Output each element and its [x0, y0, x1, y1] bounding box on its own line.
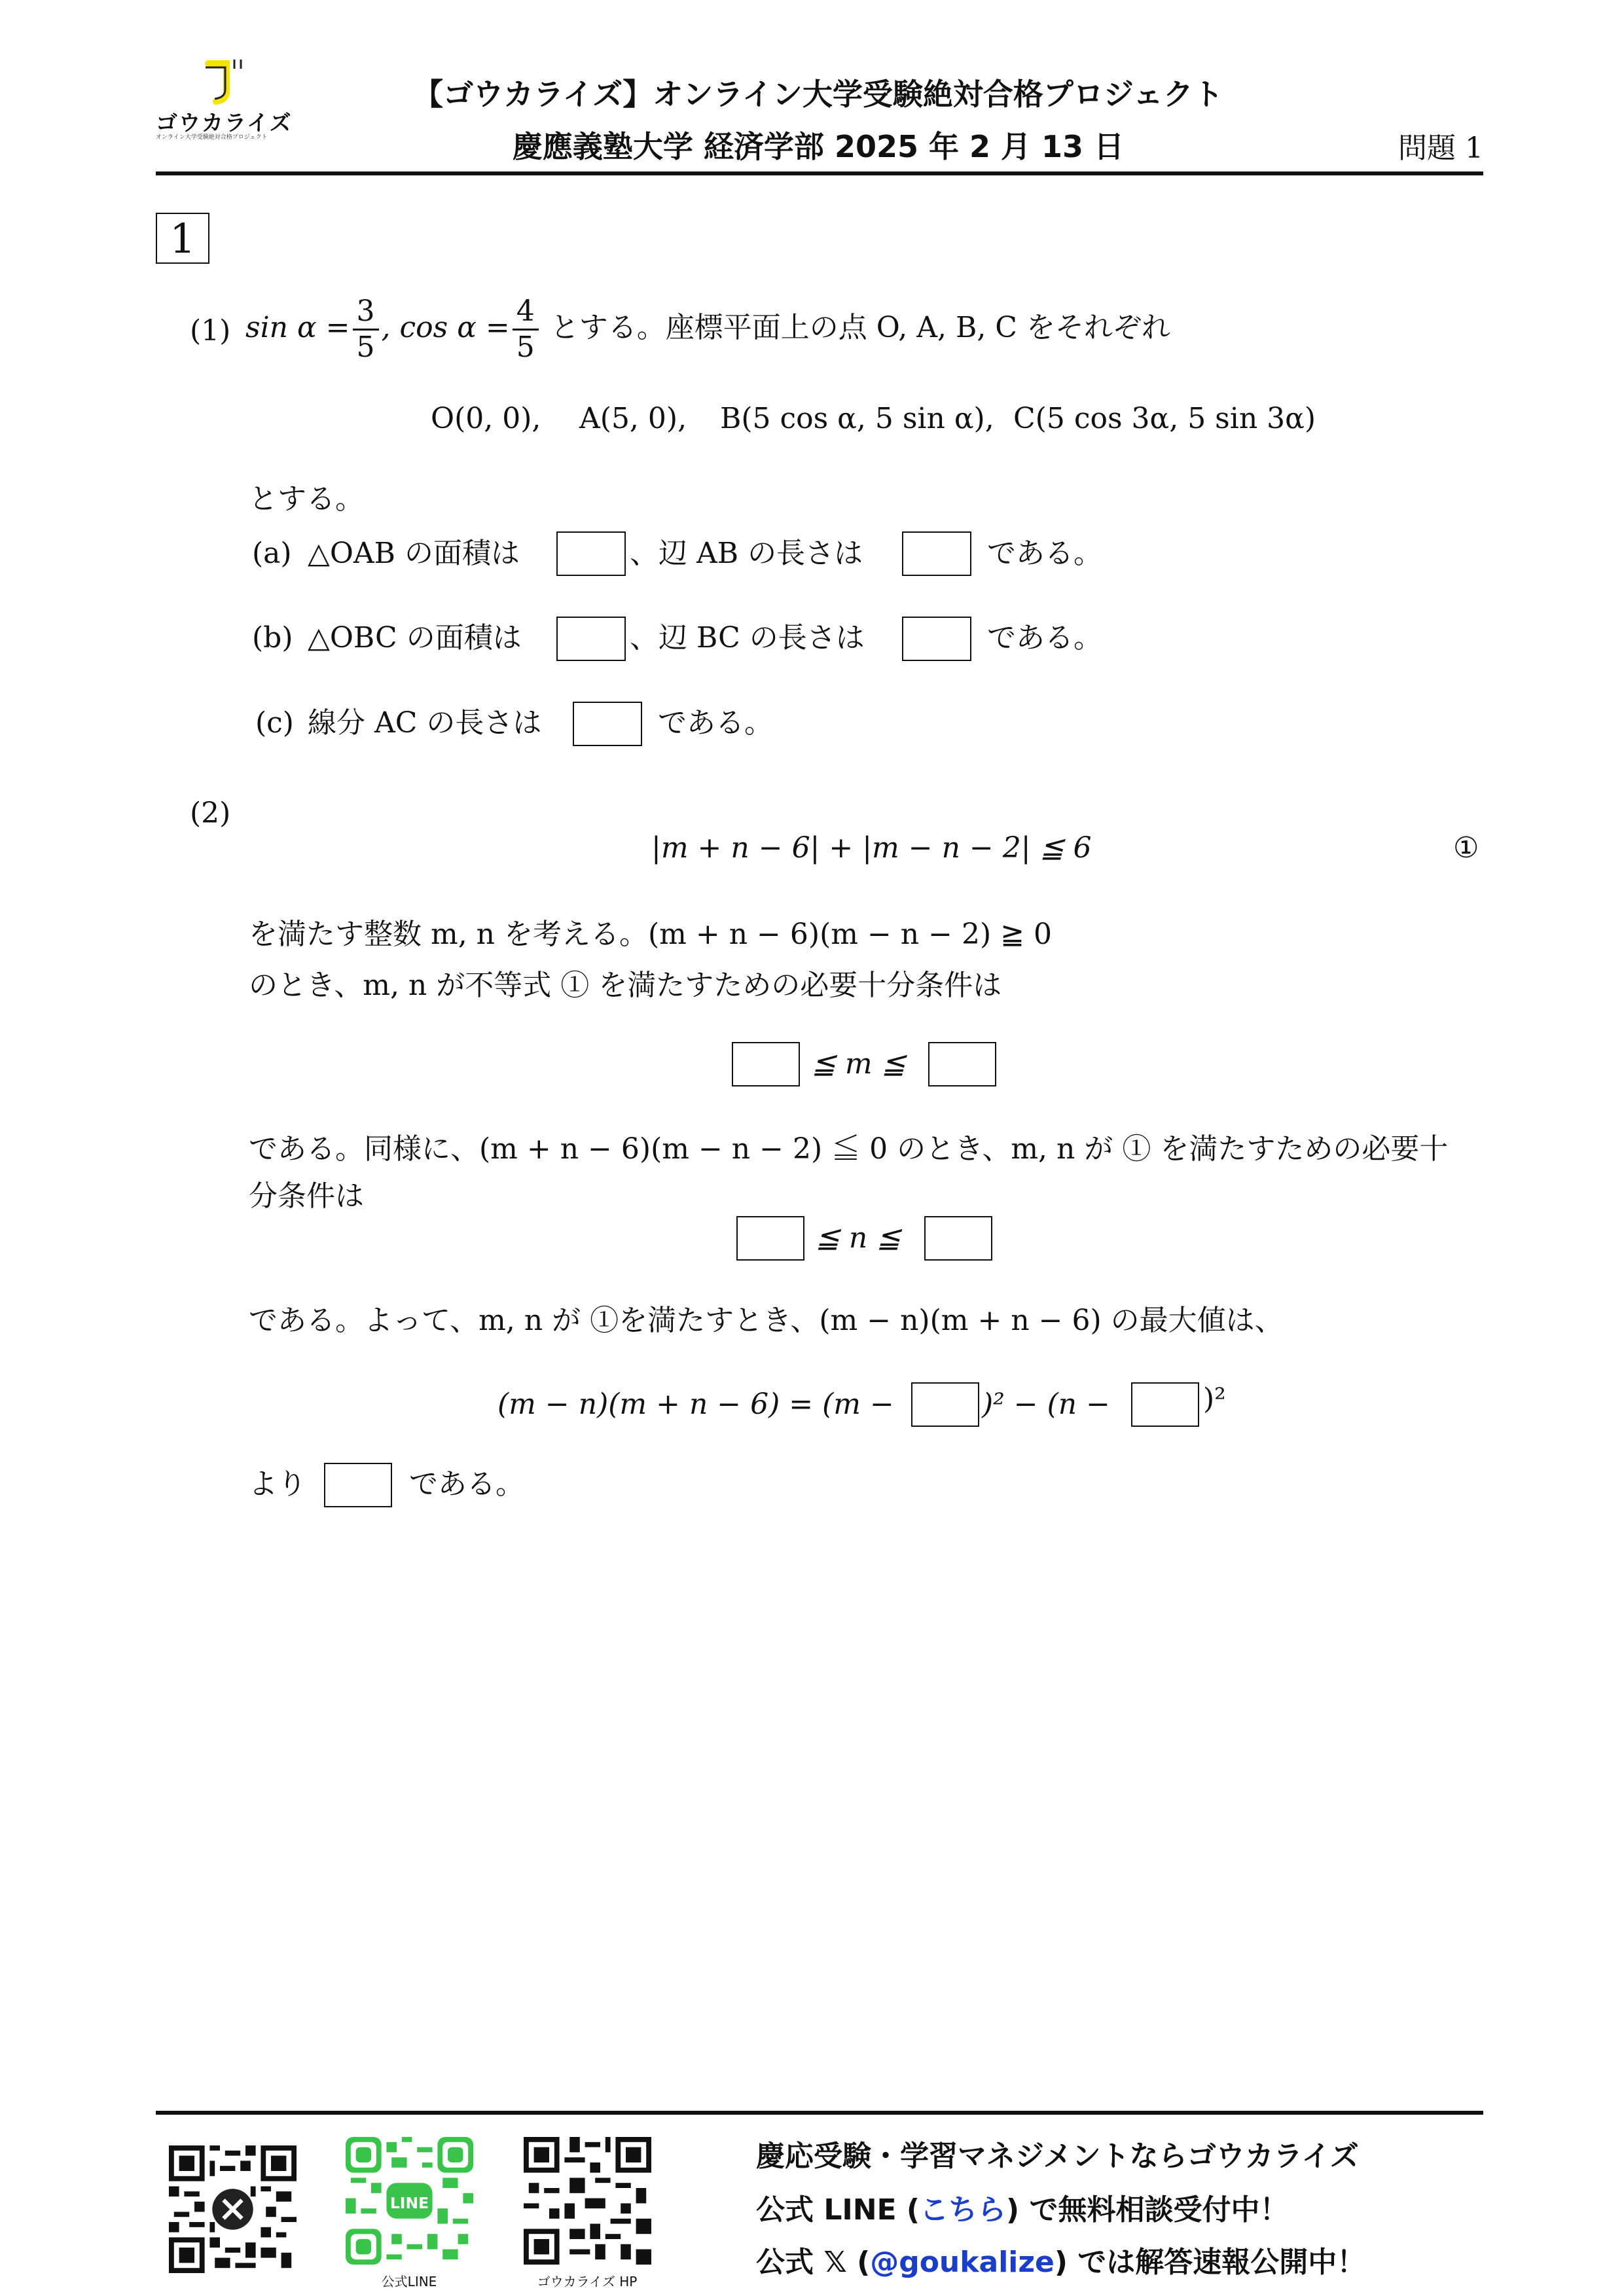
point-o: O(0, 0), [431, 402, 541, 435]
x-account-link[interactable]: @goukalize [870, 2246, 1055, 2279]
part2-line5: である。よって、m, n が ①を満たすとき、(m − n)(m + n − 6) の最大値は、 [249, 1304, 1284, 1337]
sub-c-label: (c) [255, 706, 294, 740]
logo-tagline: オンライン大学受験絶対合格プロジェクト [156, 134, 268, 141]
footer-text2-pre: 公式 LINE ( [756, 2193, 920, 2227]
cos-lhs: , cos α = [381, 311, 510, 344]
answer-box-a1[interactable] [556, 531, 626, 576]
eq-mid: )² − (n − [982, 1388, 1111, 1421]
point-a: A(5, 0), [579, 402, 687, 435]
cos-num: 4 [513, 295, 539, 331]
sin-den: 5 [356, 331, 375, 364]
header-subtitle: 慶應義塾大学 経済学部 2025 年 2 月 13 日 [512, 129, 1125, 164]
sub-a-text1: △OAB の面積は [308, 537, 520, 570]
header-rule [156, 171, 1483, 175]
equation-tag: ① [1453, 831, 1479, 865]
hp-qr-code-icon[interactable] [524, 2137, 651, 2265]
sub-b-text2: 、辺 BC の長さは [630, 621, 865, 655]
sub-c-text1: 線分 AC の長さは [308, 706, 542, 740]
final-post: である。 [409, 1467, 524, 1501]
sub-a-text3: である。 [987, 537, 1102, 570]
x-qr-code-icon[interactable] [169, 2145, 297, 2273]
part2-line4: 分条件は [249, 1179, 364, 1213]
answer-box-eq2[interactable] [1131, 1382, 1199, 1427]
header-title: 【ゴウカライズ】オンライン大学受験絶対合格プロジェクト [413, 77, 1223, 112]
sin-num: 3 [353, 295, 379, 331]
cond-n: ≦ n ≦ [816, 1221, 901, 1255]
part2-label: (2) [190, 797, 231, 830]
part1-label: (1) [190, 314, 231, 348]
footer-rule [156, 2111, 1483, 2115]
point-c: C(5 cos 3α, 5 sin 3α) [1013, 402, 1316, 435]
logo-mark-icon [196, 56, 249, 105]
sin-lhs: sin α = [245, 311, 350, 344]
sub-b-text3: である。 [987, 621, 1102, 655]
part2-line1: を満たす整数 m, n を考える。(m + n − 6)(m − n − 2) ≧ 0 [249, 918, 1052, 951]
part1-intro [245, 292, 1170, 368]
line-link[interactable]: こちら [920, 2193, 1007, 2227]
footer-text2-post: ) で無料相談受付中！ [1006, 2193, 1289, 2227]
hp-qr-caption: ゴウカライズ HP [537, 2274, 638, 2289]
answer-box-m-upper[interactable] [928, 1042, 996, 1086]
answer-box-a2[interactable] [902, 531, 971, 576]
answer-box-n-upper[interactable] [924, 1216, 992, 1261]
eq-left: (m − n)(m + n − 6) = (m − [497, 1388, 894, 1421]
line-qr-caption: 公式LINE [381, 2274, 437, 2289]
sin-fraction [353, 295, 379, 365]
answer-box-b2[interactable] [902, 617, 971, 661]
point-b: B(5 cos α, 5 sin α), [720, 402, 994, 435]
footer-text1: 慶応受験・学習マネジメントならゴウカライズ [756, 2140, 1359, 2173]
cos-den: 5 [516, 331, 535, 364]
after-points: とする。 [249, 482, 364, 516]
eq-right: )² [1203, 1382, 1226, 1416]
footer-text3 [756, 2238, 1365, 2280]
line-qr-code-icon[interactable] [346, 2137, 473, 2265]
intro-tail: とする。座標平面上の点 O, A, B, C をそれぞれ [550, 311, 1170, 344]
footer-text3-pre: 公式 𝕏 ( [756, 2246, 871, 2279]
logo-name: ゴウカライズ [156, 110, 293, 135]
line-logo-text: LINE [389, 2194, 429, 2213]
sub-a-label: (a) [252, 537, 292, 570]
part2-line2: のとき、m, n が不等式 ① を満たすための必要十分条件は [249, 969, 1002, 1002]
question-number: 1 [156, 213, 209, 264]
inequality-main: |m + n − 6| + |m − n − 2| ≦ 6 [651, 831, 1092, 865]
sub-b-label: (b) [252, 621, 293, 655]
answer-box-c[interactable] [573, 702, 642, 746]
footer-text3-post: ) では解答速報公開中！ [1054, 2246, 1366, 2279]
answer-box-eq1[interactable] [911, 1382, 979, 1427]
sub-a-text2: 、辺 AB の長さは [630, 537, 863, 570]
final-pre: より [249, 1467, 306, 1501]
sub-c-text2: である。 [658, 706, 773, 740]
cos-fraction [513, 295, 539, 365]
part2-line3: である。同様に、(m + n − 6)(m − n − 2) ≦ 0 のとき、m, n が ① を満たすための必要十 [249, 1132, 1449, 1166]
problem-label: 問題 1 [1398, 132, 1483, 165]
answer-box-b1[interactable] [556, 617, 626, 661]
cond-m: ≦ m ≦ [812, 1047, 906, 1081]
sub-b-text1: △OBC の面積は [308, 621, 522, 655]
answer-box-m-lower[interactable] [732, 1042, 800, 1086]
answer-box-n-lower[interactable] [736, 1216, 804, 1261]
footer-text2 [756, 2186, 1288, 2228]
answer-box-final[interactable] [324, 1463, 392, 1507]
